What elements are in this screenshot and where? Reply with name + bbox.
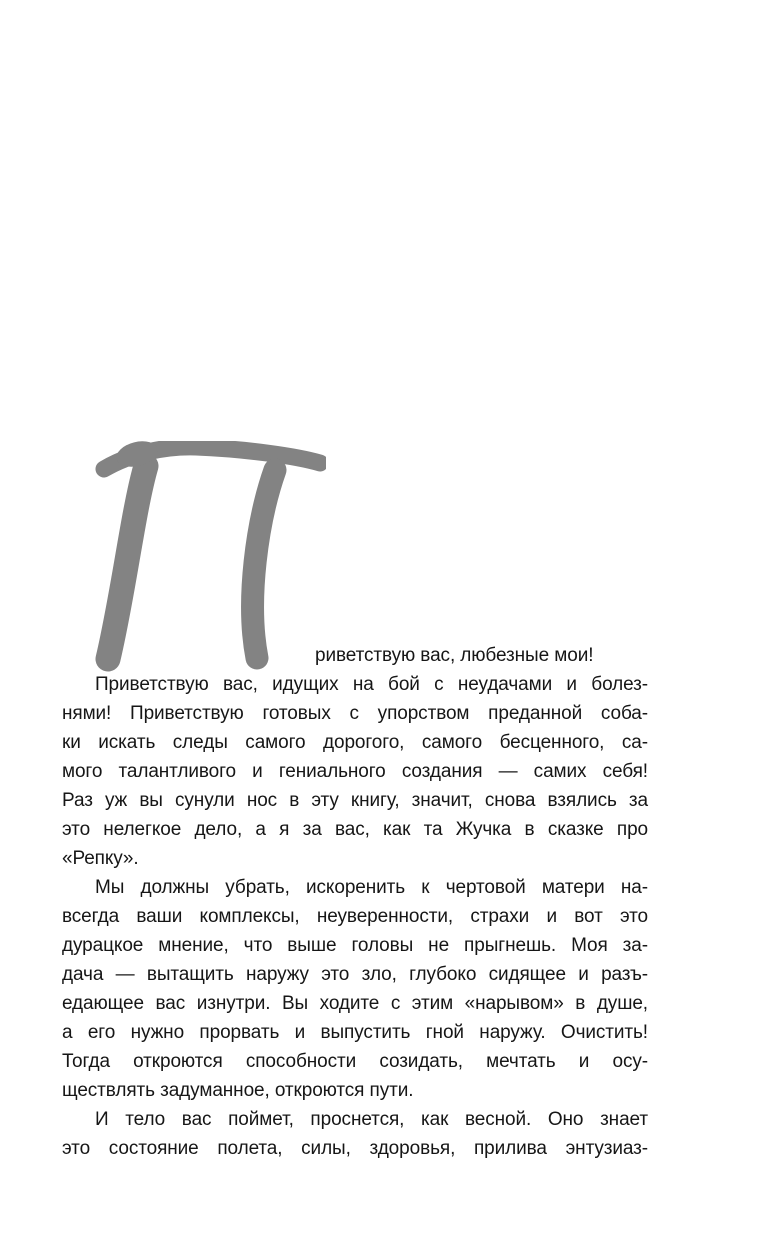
text-line: Тогда откроются способности созидать, мечтать и осу- — [62, 1051, 648, 1072]
dropcap-letter-pe-icon — [86, 441, 326, 673]
text-line: дурацкое мнение, что выше головы не прыгнешь. Моя за- — [62, 935, 648, 956]
text-line: это состояние полета, силы, здоровья, прилива энтузиаз- — [62, 1138, 648, 1159]
text-line: нями! Приветствую готовых с упорством преданной соба- — [62, 703, 648, 724]
text-line: «Репку». — [62, 848, 139, 869]
text-line: всегда ваши комплексы, неуверенности, страхи и вот это — [62, 906, 648, 927]
body-text — [62, 641, 648, 1163]
text-line: ществлять задуманное, откроются пути. — [62, 1080, 414, 1101]
text-line: Мы должны убрать, искоренить к чертовой матери на- — [95, 877, 648, 898]
text-line: Раз уж вы сунули нос в эту книгу, значит, снова взялись за — [62, 790, 648, 811]
text-line: это нелегкое дело, а я за вас, как та Жучка в сказке про — [62, 819, 648, 840]
text-line: ки искать следы самого дорогого, самого бесценного, са- — [62, 732, 648, 753]
text-line: едающее вас изнутри. Вы ходите с этим «нарывом» в душе, — [62, 993, 648, 1014]
text-line: а его нужно прорвать и выпустить гной наружу. Очистить! — [62, 1022, 648, 1043]
text-line: Приветствую вас, идущих на бой с неудачами и болез- — [95, 674, 648, 695]
text-line: И тело вас поймет, проснется, как весной. Оно знает — [95, 1109, 648, 1130]
text-line: мого талантливого и гениального создания — самих себя! — [62, 761, 648, 782]
text-line: риветствую вас, любезные мои! — [315, 645, 594, 666]
text-line: дача — вытащить наружу это зло, глубоко сидящее и разъ- — [62, 964, 648, 985]
